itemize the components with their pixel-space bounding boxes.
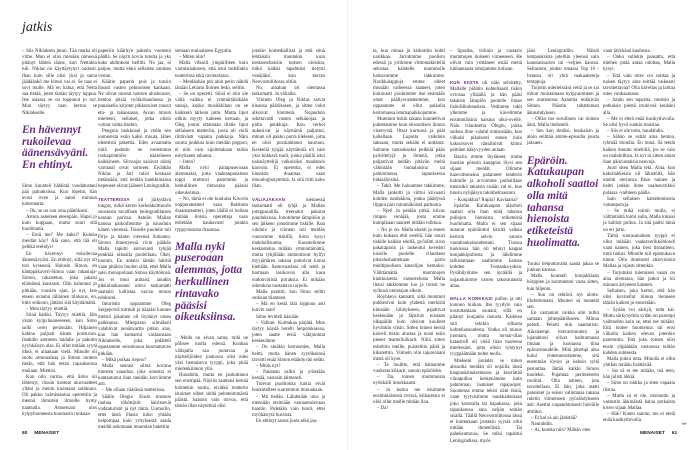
body-paragraph: Malla kuunteli konjakkiaan hörppien ja kommentoi vasta sitten, kun hiljenin. <box>527 274 599 292</box>
pull-quote: Epäröin. Katukaupan alkoholi saattoi olla mitä tahansa hienoista etiketeistä huolimatta. <box>527 154 599 250</box>
body-paragraph: Röyhkeys kannatti, sillä mummot puhkesivat kuin yhdestä merkistä kimeään hihitykseen, pajattivat keskenään ja läpsivät toisiaan olkapäille kuin olisivat kuulleet hyvänkin vitsin. Sitten toinen heistä kaiveli tiskin alustaa ja nosti esiin pienet teatterikiikarit. Niitä sitten esiteltiin meille, puisteltiin päitä ja kikatettiin. Viimein olin tajuavinani mistä oli kyse. <box>373 295 445 362</box>
body-paragraph: – Torjutuksi tulemisen vaara on aina olemassa, hän jatkoi ja loi minuun ärtyneen katseen. <box>603 270 675 288</box>
page-footer-left <box>22 431 66 436</box>
body-paragraph: – Siis Niklaksen jutun. Tää matka oli virhe. Mun ei olisi missään nimessä pitänyt lähteä tänne, kun Nettakin tuli. Niklas on käyttäytynyt oudosti. Ihan kuin sille olisi yksi ja sama jäädäänkö me kimoi vai ei. Se taas ei sovi mulle. Mä en halua, että Netta saa tietää, joten tämän täytyy loppua. Itse asiassa se on loppunut jo nyt. Mun täytyy vaan kertoa se Niklakselle. <box>22 49 97 116</box>
body-paragraph: – Ok, se on sun oma päätöksesi. <box>26 208 89 214</box>
body-paragraph: – Onko sullekin paasattu, että miehen pitää antaa odottaa, Malla kysyi. <box>603 55 675 73</box>
body-paragraph: – Te luulitte, että haluamme vuokrata kiikarit, sanoin epäröiden. <box>373 362 445 375</box>
body-paragraph: En ehtinyt sanoa juuta eikä jaa- <box>256 419 318 425</box>
body-paragraph <box>98 197 171 303</box>
page-number: 61 <box>671 431 678 436</box>
body-paragraph: – Se on operetti. Siinä ei niin ole väliä vaikka ei ymmärtäisikään sanoja, koska musiikkihan on se kaikkein tärkein juttu. Mutta liput olikin myyty kahteen kertaan, ja Oleg joutui ottamaan tilalle liput sellaiseen teatteriin, jossa oli vielä riittävästi vapaita paikkoja. Näin suurta joukkoa kuin meidän poppoo, ei niin vain sijoitetakaan mihin esitykseen tahansa. <box>175 92 248 159</box>
body-paragraph: – Da! <box>377 406 388 412</box>
body-paragraph: – Sydän voi särkyä, totta kai. Mutta särkynytkin sydän on parempi vaihtoehto kuin se, ettei tee mitään. Että luulee huomenna tai ensi viikolla kaiken olevan jotenkin paremmin. Että joku toinen olisi ensin ylipäätään vastuussa teidän kahden suhteesta. <box>603 307 675 356</box>
body-paragraph: – Jotain sen tapaista, mutisin ja potkaisin pientä irtokiveä kenkäni alla. <box>603 98 675 116</box>
body-paragraph: Inturistin oppaamme Oleg Sergejevitš tuittuili ja hääräsi kunnes meistä jokainen oli löytänyt oman paikkansa. Miesparan silmälasit valahtivat nenänvartta pitkin alas, kun hän kumartui vastaamaan Niklakselle, joka pidätteli opastamme seisomassa huomattavan pitkään. <box>98 302 171 357</box>
article-column <box>373 49 445 424</box>
magazine-name: MENAISET <box>34 431 60 436</box>
body-paragraph: Juuri siten Malla teki. Aina, kun kaksilahkeisia oli lähistöllä, hän unohti olevansa fiksu nainen ja heitti jonkin ihme vaaleaverikkö pulassa -vaihteen päälle. <box>603 165 675 196</box>
body-paragraph: – Sen kun tietäisi, huokaisin ja aloin selittää amme-episodia juurta jaksaen. <box>527 129 599 147</box>
body-paragraph: – Jos sä et tee mitään, mä teen, hän julisti äkkiä. <box>603 369 675 381</box>
body-paragraph: Tuntui helpottavalta saada jakaa se jonkun kanssa. <box>527 261 599 274</box>
body-paragraph: – Mutta sä et ole, muistutin ja vastustin äkkinäistä halua potkaista kiven sijaan Mallaa. <box>603 393 675 412</box>
article-column <box>603 49 675 424</box>
body-paragraph: Epäröin. Katukaupan alkoholi saattoi olla ihan mitä tahansa pullojen hienoista etiketeistä huolimatta. Malla ei sen sijaan antanut epäröintini häiritä vaikka kerroin selvin sanoin vastahankaisuudestani. Tuossa tuokiossa hän oli tehnyt kaupat konjakkipullosta ja lähdimme tallustamaan saaliimme kanssa kohden Fontanka-jokea. Pysähdyimme sen äyräällä ja nojauduimme vasten takorautaista aitaa. <box>450 203 522 289</box>
body-paragraph: Simo kuunteli hätäistä vuodatustani pää painuksissa. Kun lopetin, hän avasi oven ja sanoi minuun katsomatta: <box>22 183 97 208</box>
body-paragraph: En vastannut vaikka olin tullut samaan johtopäätökseen. Minua pelotti. Pelotti niin saamaristi. Aikaisempi itsevarmuuteni ja lujatahtoni olivat haihtumassa ilmaan ja luomassa tilaa epävarmuudelle. Mitä pitempi aika kului yhteenotostamme, sitä enemmän löysin ja keksin syitä peruuttaa. Jättää kaikki Simon huoleksi. Pujahtaa perinteiseen rooliini. Olla nainen, jota tavoitellaan. Ei hän, joka asetti panokset ja seisoi valintansa takana ruletin viimeiseen pyörähdykseen asti. Asettui vapaaehtoisesti häviölle alttiiksi. <box>527 311 599 415</box>
body-paragraph: Malla nyki paitapuseroaan alemmaksi, jotta vaaleanpunainen toppi erottuisi paremmin ja herkullinen rintavako pääsisi oikeuksiinsa. <box>175 165 248 196</box>
body-paragraph: – No, tämä ei ole kuuluisa Kirovin oopperateatteri vaan Bolshoin draamateatteri, joten täällä ei hoilata mitään iloisia operetteja vaan esitetään kaukavasti jotakin ryppyotsaista draamaa. <box>175 196 248 233</box>
body-paragraph: – Spasiba, virkoin ja vastasin mummojen iloiseen virneeseen. He olivat vain yrittäneet estää meitä tuhlaamasta rahojamme turhaan. <box>450 49 522 73</box>
right-page <box>348 0 696 450</box>
body-paragraph: No, ainahan oli olemassa taskumatti. Ja väliaika. <box>252 85 325 98</box>
body-paragraph: Sellaisen, joka kertoi, että hän olisi kuvitellut minun tienneen tämän kaiken jo ennestään. <box>603 289 675 307</box>
body-paragraph: – Takit. Me haluamme takkimme, Malla jankutti ja viittoi kiivaasti kohden naulakkoa, jonka päädyssä riippui pari tutunnäköistä palttoota. <box>373 184 445 208</box>
body-paragraph: Sain sellaisen katselemisesta vatsanpuruja. <box>603 196 675 208</box>
body-paragraph: – Mitäs nyt? <box>256 363 281 369</box>
body-paragraph: – Siis ei ole totta, huudahdin. <box>607 129 665 135</box>
page-number: 60 <box>22 431 28 436</box>
paragraph-text: mennessä taskumatti oli tyhjä ja Mallan jumppasalilla treenatut pakarat puuduksissa. Jonotimme lämpiöön ja sen jälkeen jonotimme tiskille. Kun vihdoin ja viimein tuli meidän vuoromme tiskillä, Simo kysyi mahdollisuutta. Kuuntelimme keskustelua mitään ymmärtämättä, mutta tyhjillään ammottavat hyllyt myyjättären takana puhuivat karua kieltään. Samovaarissa oli teetä ja harmaan lasikuvun alla kasa oudonvärisiä piiraksia. Ei mikään odotuksia nostattava tarjoilu. <box>252 197 325 289</box>
body-paragraph: – Se mikä toimii mulla, ei välttämättä toimi sulla, Malla tokaisi ja kallisti pulloa. Ja sitä paitsi tämä on eri juttu. <box>603 209 675 233</box>
body-paragraph: – Mä en kestä tätä loppuun asti kuivin suin! <box>252 302 325 314</box>
body-paragraph: Siinä kaikki. Täytyy miettiä. Jäin yksin kylpyhuoneeseen, kun Simo sulki oven perässään. Hiljainen kahina paljasti hänen poistuvan. Istahdin ammeen laidalle ja pakotin nyyhkäisyn alas. Ei ollut mitään syytä itkeä, ei ainakaan vielä. Minulle oli suotu armonaikaa ja Simon tuntien tiesin, että hän tekisi lupauksensa mukaan. Miettisi. <box>22 313 97 374</box>
section-lead-in: KUN KIISTA <box>450 79 479 85</box>
body-paragraph <box>252 197 325 290</box>
body-paragraph: jäisi Leningradiin. Näistä tempauksista juteltiin yleensä vain kanssasisarien tai -veljien kanssa. Sellaisten, joiden omassa Top 10 -listassa oli yhtä makaabereja temppuja. <box>527 49 599 85</box>
body-paragraph: Tämä suorasanainen tyyppi ei ollut mikään vaaleaverikköblondi vaan nainen, joka tiesi tismalleen, mitä halusi. Minulle tuli epämukava tunne. Olin ilmeisesti aliarvioinut Mallaa ja rajusti sittenkin. <box>603 233 675 270</box>
section-title: jatkis <box>22 20 53 35</box>
body-paragraph: Viimein Oleg ja Niklas saivat kinansa päätökseen, ja sitten valot alkoivat himmetä. Nojauduin odottavasti vasten selkänojaa ja pidin peukkuja. Kun verhot aukesivat ja näyttämö paljastui, minun oli pakko purra kieleeni, jotta en olisi purskahtanut nauruun. Keskellä tyhjää näyttämöä oli vain yksi kökkerä tuoli, jonka päällä istui naisnäyttelijä valkoisiksi maalatuin kasvoin. Ei operettia, ei edes klassista draamaa vaan monologinäytelmä. Ja sitä riitti koko illan. <box>252 98 325 190</box>
section-lead-in: TEATTERISSA <box>98 196 130 202</box>
body-paragraph: Malla vilkuili ympärilleen kuin varmistaakseen, että istui todellakin teatterissa eikä ravintolassa. <box>175 61 248 79</box>
body-paragraph: – Mun täytyy miettiä. <box>26 307 69 313</box>
paragraph-text: oli näin selvitetty, Mallalle pidätin kohteliaasti tiskin oviosaa ylhäällä ja hän pääsi takaisin lämpiön puolelle ilman lisävälikohtauksia. Vedimme takit yllemme ja kävelimme ensimmäisinä naisina ulko-ovelle. Näin vilaukselta Olegin, jonka surkea ilme valahti entisestään, kun vilkaisi pikaisesti ennen kuin kaksoisovet ränsähtivät kiinni peittäen näkyvyyden aulaan. <box>450 80 522 154</box>
body-paragraph: – Konjakkia? Rupla? Kaviaaria? <box>454 197 518 203</box>
body-paragraph: Tulevat puolitoista tuntia eivät houkutelleet suuremmin minuakaan. <box>252 382 325 394</box>
body-paragraph: – Me ei eletä enää kasikytluvulla. Se olisi hyvä sunkin muistaa. <box>603 116 675 128</box>
body-paragraph: Säälin Olegia. Ensin museon raubaa röhöttävät häiritsevät vodkaturistit ja nyt tämä. Uumoilin, ettei tästä illasta tulisi yhtään helpompaa kuin yrityksestä saada meidät uskomaan muumien balettiin <box>98 394 171 431</box>
body-paragraph: – Ai, kuinka niin? Mähän olen <box>531 428 591 434</box>
body-paragraph: Malla seurasi silmä kovana miesten sanailua, joka onneksi ei kantautunut ihan meidän korviimme asti. <box>98 363 171 388</box>
body-paragraph: – No jo on. Malla ehahti ja ennen kuin kukaan ehti estellä, hän nousi tiskille kaikku edellä, pyörähti siron pakaraparin ja laskeutui keveästi toiselle puolelle vilauttaen pitsialushameitaan parin mieltipuolisen katselijan riemoksi. Välittämättä mummojen kiukkuisesta vastustelusta Malla riensi takkiemme luo ja rutisti ne syliinsä omistajan elkein. <box>373 227 445 295</box>
body-paragraph: – Entä me? Me kaksi? Kuinka meidän käy? Älä sano, että tää oli pelkkä erehdys! <box>22 233 97 251</box>
body-paragraph: Kun olin varma, että Simo oli lähtenyt, riisuin kosteat alusvaatteet yltäni ja menin kuomaan suihkuun. Oli pakko valmistautua operettiin ja mennä ihmisten ilmoille hymy naamalla. Astuessani ulos kylpyhuoneesta huomasin ruokaan <box>22 374 97 417</box>
page-footer-right <box>640 431 684 436</box>
body-paragraph: Mummot tiskin takana kuuntelivat puhettamme kuin eksoottisen linnun viserrystä. Otsat kurtussa ja päät kallellaan. Lopulta vaihdoin saksaan, mutta sekään ei auttanut. Saimme vastaukseksi pelkkiä pään pyörittelyjä ja ilmeitä, jotka paljastivat heidän pitävän meitä vähintään humalaisina tai pahimmassa tapauksessa hidasälyisinä. <box>373 116 445 184</box>
body-paragraph: – Joten? <box>179 159 196 165</box>
body-paragraph: Mieleeni juolahti se miten absurdia meidän oli nojailla tässä kaupunkimaisemassa ja kierrättää viinapulloa keskenämme kuin pahimman laatuiset rapajuopot. Suomessa emme tekisi näin ikinä, vaan tyytyisimme naukkailemaan joko kotosalla tai kapakassa, joka tapauksessa aina neljän seinän sisällä. Täällä Neuvostoliitossa tässä ei kuitenkaan jostakin syystä ollut mitään ihmeellistä. Tai paheksuttavaa. Se mikä tapahtui Leningradissa, myös <box>450 358 522 444</box>
body-paragraph: En hävennyt rukoilevaa äänensävyäni. En ehtinyt, sillä nyt oli tosi kyseessä. Halusin Simon, en kämppäkaveri-Simoa vaan rakastaja-Simon, rakastetun, joka jakaisi elämänsä kanssani. Olin halunnut jo pitkään, vuosien ajan, ja nyt, kun eteeni avautui tällainen tilaisuus, en, hitto soikoon, jättäisi sitä käyttämättä. <box>22 251 97 306</box>
paragraph-text: pullon ja otti kunnon huikan. Itse tyydyin vain kostuttamaan suutani, sillä en pitänyt konjakin mausta. Kaikkea sitä tekikin silkasta kohteliaisuudesta. Vodka oli minun juomani, mutta torstai-illan katastrofi oli vielä liian tuoreena mielessäni, jotta olisin ryhtynyt ryyppäämään toden teolla. <box>450 296 523 358</box>
section-lead-in: MALLA KORKKASI <box>450 295 493 301</box>
paragraph-text: oli järkyttävä tungos, mikä kertoi korkeakulttuurin suosiosta tavallisen leningradilaisen kansan parissa. Astelin Mallan kanssa paikoillemme ja istuuduin hänen vierensä. Toiselle puolelle tuli Pirjo ja hänen vierensä Suhonen. Simon ilmestyessä rivin päähän Malla taputti kutsuvasti tyhjää penkkiä oikealla puolellaan. Okei, tuumin. En antaisi tämän häiritä vaan pitäisin huolen siitä, ettei Malla saisi monopoliaan Simoa käyttöönsä. Jos ei muu auttaisi, ainakin pikkulaukussani oleva taskumatti saattaisi kallistaa vaa'an minun edukseni. <box>98 197 171 302</box>
body-paragraph: – Että vain mies voi soittaa ja naisen täytyy aina esittää vaikeasti tavoitettavaa? Olla hävelias ja laittaa mies vonkaamaan. <box>603 73 675 98</box>
body-paragraph: – Valitan. Koittakaa pärjätä. Mun täytyy käydä hotelli helpotuksessa, joten saatte etsiä väkijuomat keskenänne. <box>252 320 325 345</box>
article-column <box>175 49 248 424</box>
pull-quote: En hävennyt rukoilevaa äänensävyäni. En ehtinyt. <box>22 123 89 172</box>
body-paragraph: Malla puhui totta. Minulla ei ollut yhtikäs mitään lisättävää. <box>603 356 675 368</box>
body-paragraph: Tuijotin mietteissäni vettä ja se sai minut muistamaan kylpyammeen ja sen uumenissa Aatamia leikkivän Simon. Päästin tahattoman äännahdyksen. <box>527 85 599 116</box>
article-column <box>450 49 523 444</box>
body-paragraph: vaan jäykkänä kauhusta. <box>603 49 651 54</box>
body-paragraph: Huoahdin, mutta en jankuttanut sen enempää. Näytös saattaisi kestää kolmekin tuntia, eivätkä teatterin istuimet olleet sieltä pehmeimmästä päästä. Saatoin vain toivoa, että tämän illan näytelmä olisi <box>175 373 248 409</box>
body-paragraph: – Hah! Kuten sanoin, me ei eletä enää kasikytluvulla. <box>603 412 675 424</box>
pull-quote: Malla nyki puseroaan alemmas, jotta herkullinen rintavako pääsisi oikeuksiinsa. <box>175 240 243 324</box>
continue-arrow-icon: ▸▸ <box>682 422 688 427</box>
body-paragraph: jotakin komediallista ja että siinä tehtäisiin muutakin kuin keskusteltaisiin totisen oloisina, mikä kaikki tapahtuisi tietysti venäjäksi, kun kerran Neuvostoliitossa oltiin. <box>252 49 325 85</box>
body-paragraph: – Me ollaan väärässä teatterissa. <box>102 388 166 394</box>
body-paragraph: – Meidänhän piti alun perin nähdä tänään Lehárin Iloinen leski, selitin. <box>175 79 248 91</box>
body-paragraph: Malla parahti, kun Simo selitti surkean tilanteen. <box>252 289 325 302</box>
body-paragraph: – Et kai sä aio jänistää? <box>531 415 578 421</box>
body-paragraph: paperiin käärityn paketin vuoteeni päällä. Se näytti kovin tutulta ja yks kaks ahdinkoni hellitti. No jaa, ei paljon, mutta ehkä sellaisen tuuman verran. <box>98 49 171 79</box>
section-lead-in: VÄLIAJAKAAN <box>252 196 285 202</box>
body-paragraph: – Ja koska me istuimme ensimmäisessä rivissä, kiikareista ei olisi ollut meille mitään iloa. <box>373 387 445 405</box>
article-column <box>98 49 171 431</box>
body-paragraph <box>450 296 522 359</box>
body-paragraph: Astuin askeleen eteenpäin. Hapsi jo kuin kuppaan, mutta suuri sitä huolimatta. <box>22 214 97 232</box>
magazine-name: MENAISET <box>640 431 665 436</box>
article-column <box>527 49 599 434</box>
body-paragraph: semaan muinaiseen Egyptiin. <box>175 49 233 54</box>
body-paragraph: – Mikä poikaa riepoo? <box>102 357 147 363</box>
article-column <box>252 49 325 424</box>
body-paragraph: – Miten niin? <box>179 55 206 61</box>
body-paragraph: – Palataan saliin ja yritetään kestää, vastasin laimeasti. <box>252 369 325 382</box>
body-paragraph: ta, kun minua jo kiskottiin kohti narikkaa. Jarrutimme puolisin edessä ja yritimme viittomakielellä selostaa kahdelle mummolle haluavamme takkimme. Narikkalappuja emme olleet missään vaiheessa saaneet, joten kuitavasti jouduimme itse etsimään omat päällysvaatteemme, kun oppaamme ei ollut paikalla kertomassa istumapaikkojamme. <box>373 49 445 116</box>
body-paragraph: Simo levitteli käsiään. <box>256 314 300 320</box>
body-paragraph: Pengoin laukkuani ja vedin sen uumenista esiin kaksi muuta, lähes identtistä pakettia. Edes avaamatta niitä pudotin ne molemmat roskapönttöön kääreineen kaikkineen. Siivoojat saisivat niistä varmasti oivat sormeet. Eiväthän Niklas ja Jari tulisi koskaan tietämään, että heidän hankkimansa hepeneet olivat jääneet Leningradiin. <box>98 129 171 190</box>
body-paragraph: – Mulle on aivan sama, mitä ne pölisee tuolla edessä. Kunhan väliajalla saa juotavaa ja näyttelijöiden joukossa olisi edes yksi hemaiseva tyyppi, joka pitää mielenkiinnon yllä. <box>175 336 248 373</box>
body-paragraph <box>450 80 522 155</box>
body-paragraph: – Mä tiedän. Lähdetään ulos ja mennään etsimään vastaantulevaan baariin. Pidetään vain huoli, ettei myöhästytä bussista. <box>252 394 325 419</box>
body-paragraph: – On sinäkin herrasmies, Malla heitti, mutta hänen syytöksensä tavoitti enää Simon etääntyvän selän. <box>252 345 325 363</box>
body-paragraph: Naurahdin. <box>531 421 553 427</box>
body-paragraph: Käärin paperin pois ja tunsin ihoani vasten pehmoisen kankaan. Ne olivat mustat naisten alushousut, hentoa pitsiä vyötärönauhassa ja punaisella kirjotut pikkuruiset ruusut etu- ja takaosassa. Aivan minun mieleeni, sellaiset, jotka olisin voinut valita itsekin. <box>98 79 171 128</box>
body-paragraph: – Simo on sinkku ja siten vapaata riistaa. <box>603 381 675 393</box>
article-column <box>22 49 97 424</box>
body-paragraph: – Njet! Ja perään pitkä, kiivas rimpsu venäjää, josta emme kumpikaan saaneet mitään tolkkua. <box>373 209 445 227</box>
body-paragraph: – Sähän se esität aina hentoa, tyhmää blondia. En minä. Sä teetät kaiken duunin miehillä, jos se vain on mahdollista. Ja nyt sä sitten annat ihan päinvastaisia neuvoja. <box>603 135 675 165</box>
body-paragraph: – Oliko tuo surullinen vai iloinen ääni, Malla tiedusteli. <box>527 116 599 128</box>
body-paragraph: – Da, toinen mummoista nyökkäili innokkaasti. <box>373 375 445 387</box>
body-paragraph: Baaria emme löytäneet, mutta mustan pörssin kauppias löysi sen sijaan meidät. Olimme haavoittuneina palanneet teatterin kulmille ja arvoimme parhaillaan menisikö takaisin sisään vai ei, kun tunsin nyhjäisyn takinhelmassani. <box>450 154 522 197</box>
body-paragraph: – Sun on tehtävä nyt aloite. Ehdottomasti. Muuten sä menetät sen. <box>527 292 599 310</box>
